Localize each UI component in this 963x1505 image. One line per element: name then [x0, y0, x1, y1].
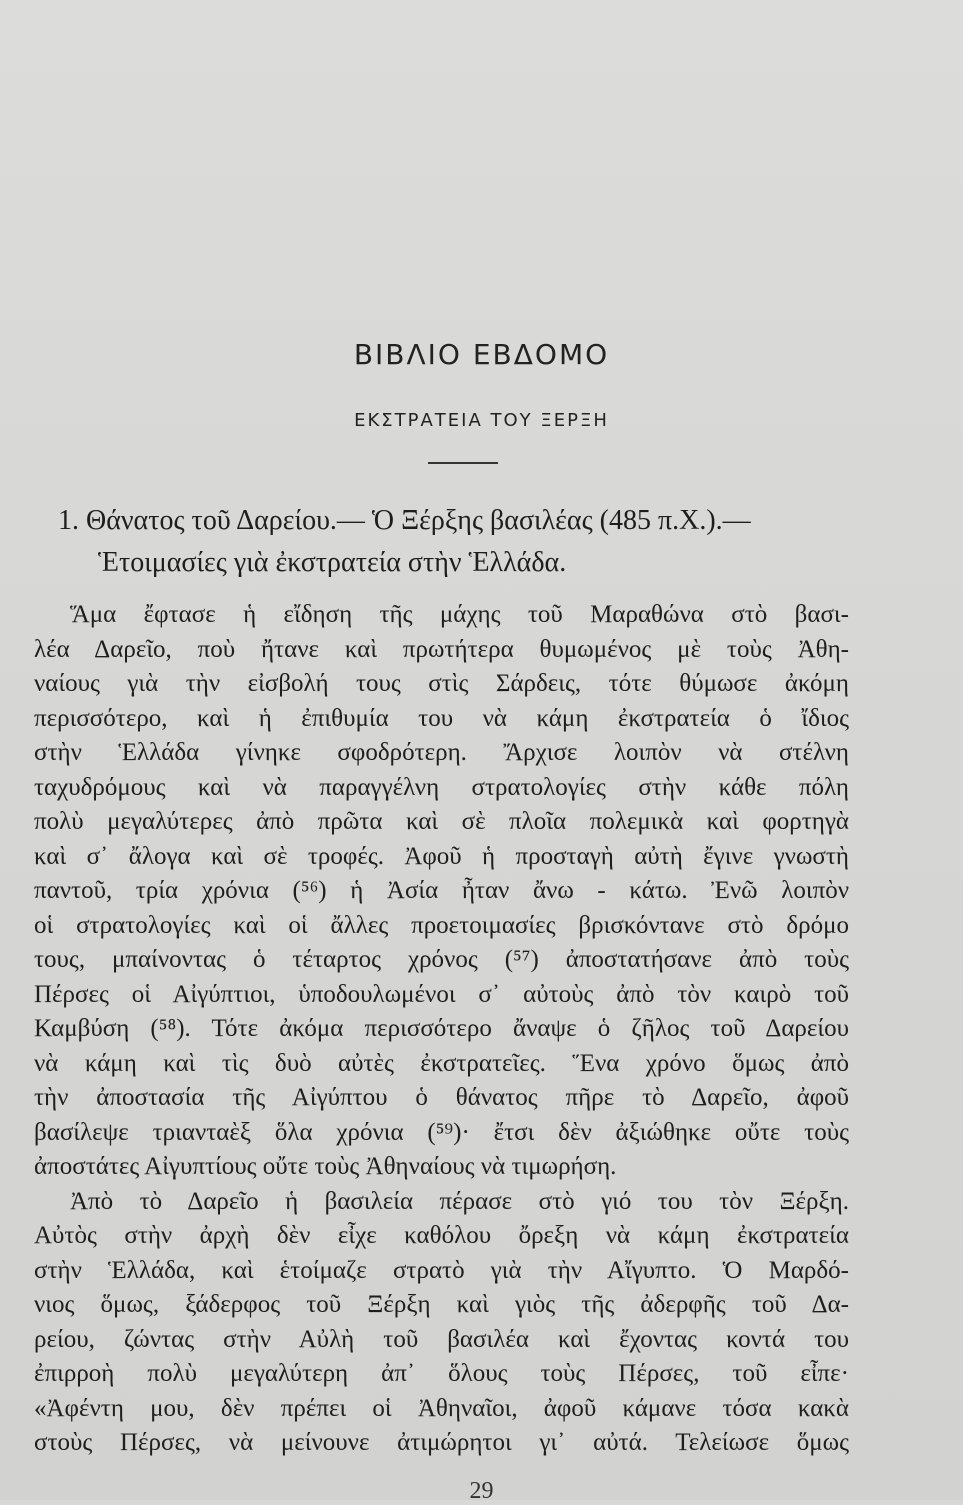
chapter-heading-line-1: 1. Θάνατος τοῦ Δαρείου.— Ὁ Ξέρξης βασιλέας (485 π.Χ.).— — [58, 505, 751, 536]
text-line: καὶ σ᾽ ἄλογα καὶ σὲ τροφές. Ἀφοῦ ἡ προσταγὴ αὐτὴ ἔγινε γνωστὴ — [34, 842, 849, 870]
chapter-heading — [58, 500, 858, 584]
text-line: ρείου, ζώντας στὴν Αὐλὴ τοῦ βασιλέα καὶ ἔχοντας κοντά του — [34, 1325, 849, 1353]
text-line: στοὺς Πέρσες, νὰ μείνουνε ἀτιμώρητοι γι᾽ αὐτά. Τελείωσε ὅμως — [34, 1429, 849, 1456]
text-line: ἐπιρροὴ πολὺ μεγαλύτερη ἀπ᾽ ὅλους τοὺς Πέρσες, τοῦ εἶπε· — [34, 1360, 849, 1387]
text-line: τὴν ἀποστασία τῆς Αἰγύπτου ὁ θάνατος πῆρε τὸ Δαρεῖο, ἀφοῦ — [34, 1084, 849, 1111]
text-line: Αὐτὸς στὴν ἀρχὴ δὲν εἶχε καθόλου ὄρεξη νὰ κάμη ἐκστρατεία — [34, 1222, 849, 1249]
book-title: ΒΙΒΛΙΟ ΕΒΔΟΜΟ — [353, 338, 610, 371]
text-line: τους, μπαίνοντας ὁ τέταρτος χρόνος (⁵⁷) ἀποστατήσανε ἀπὸ τοὺς — [34, 946, 849, 973]
text-line: Ἅμα ἔφτασε ἡ εἴδηση τῆς μάχης τοῦ Μαραθώνα στὸ βασι- — [70, 601, 849, 628]
text-line: Πέρσες οἱ Αἰγύπτιοι, ὑποδουλωμένοι σ᾽ αὐτοὺς ἀπὸ τὸν καιρὸ τοῦ — [34, 980, 849, 1008]
page-number: 29 — [469, 1478, 494, 1504]
title-divider — [428, 462, 498, 464]
text-line: Καμβύση (⁵⁸). Τότε ἀκόμα περισσότερο ἄναψε ὁ ζῆλος τοῦ Δαρείου — [34, 1015, 849, 1042]
text-line: ἀποστάτες Αἰγυπτίους οὔτε τοὺς Ἀθηναίους νὰ τιμωρήση. — [34, 1153, 617, 1180]
text-line: βασίλεψε τριανταὲξ ὅλα χρόνια (⁵⁹)· ἔτσι δὲν ἀξιώθηκε οὔτε τοὺς — [34, 1118, 849, 1146]
text-line: οἱ στρατολογίες καὶ οἱ ἄλλες προετοιμασίες βρισκόντανε στὸ δρόμο — [34, 911, 849, 939]
text-line: Ἀπὸ τὸ Δαρεῖο ἡ βασιλεία πέρασε στὸ γιό του τὸν Ξέρξη. — [70, 1187, 849, 1215]
text-line: λέα Δαρεῖο, ποὺ ἤτανε καὶ πρωτήτερα θυμωμένος μὲ τοὺς Ἀθη- — [34, 635, 849, 663]
body-text — [34, 598, 849, 1461]
text-line: ναίους γιὰ τὴν εἰσβολή τους στὶς Σάρδεις, τότε θύμωσε ἀκόμη — [34, 670, 849, 697]
book-subtitle: ΕΚΣΤΡΑΤΕΙΑ ΤΟΥ ΞΕΡΞΗ — [354, 410, 609, 431]
text-line: ταχυδρόμους καὶ νὰ παραγγέλνη στρατολογίες στὴν κάθε πόλη — [34, 773, 849, 801]
text-line: νιος ὅμως, ξάδερφος τοῦ Ξέρξη καὶ γιὸς τῆς ἀδερφῆς τοῦ Δα- — [34, 1291, 849, 1318]
text-line: παντοῦ, τρία χρόνια (⁵⁶) ἡ Ἀσία ἦταν ἄνω - κάτω. Ἐνῶ λοιπὸν — [34, 877, 849, 904]
text-line: πολὺ μεγαλύτερες ἀπὸ πρῶτα καὶ σὲ πλοῖα πολεμικὰ καὶ φορτηγὰ — [34, 808, 849, 835]
text-line: «Ἀφέντη μου, δὲν πρέπει οἱ Ἀθηναῖοι, ἀφοῦ κάμανε τόσα κακὰ — [34, 1394, 849, 1422]
text-line: περισσότερο, καὶ ἡ ἐπιθυμία του νὰ κάμη ἐκστρατεία ὁ ἴδιος — [34, 704, 849, 732]
text-line: νὰ κάμη καὶ τὶς δυὸ αὐτὲς ἐκστρατεῖες. Ἕνα χρόνο ὅμως ἀπὸ — [34, 1049, 849, 1077]
text-line: στὴν Ἑλλάδα γίνηκε σφοδρότερη. Ἄρχισε λοιπὸν νὰ στέλνη — [34, 739, 849, 766]
chapter-heading-line-2: Ἑτοιμασίες γιὰ ἐκστρατεία στὴν Ἑλλάδα. — [98, 547, 567, 578]
text-line: στὴν Ἑλλάδα, καὶ ἑτοίμαζε στρατὸ γιὰ τὴν Αἴγυπτο. Ὁ Μαρδό- — [34, 1256, 849, 1284]
